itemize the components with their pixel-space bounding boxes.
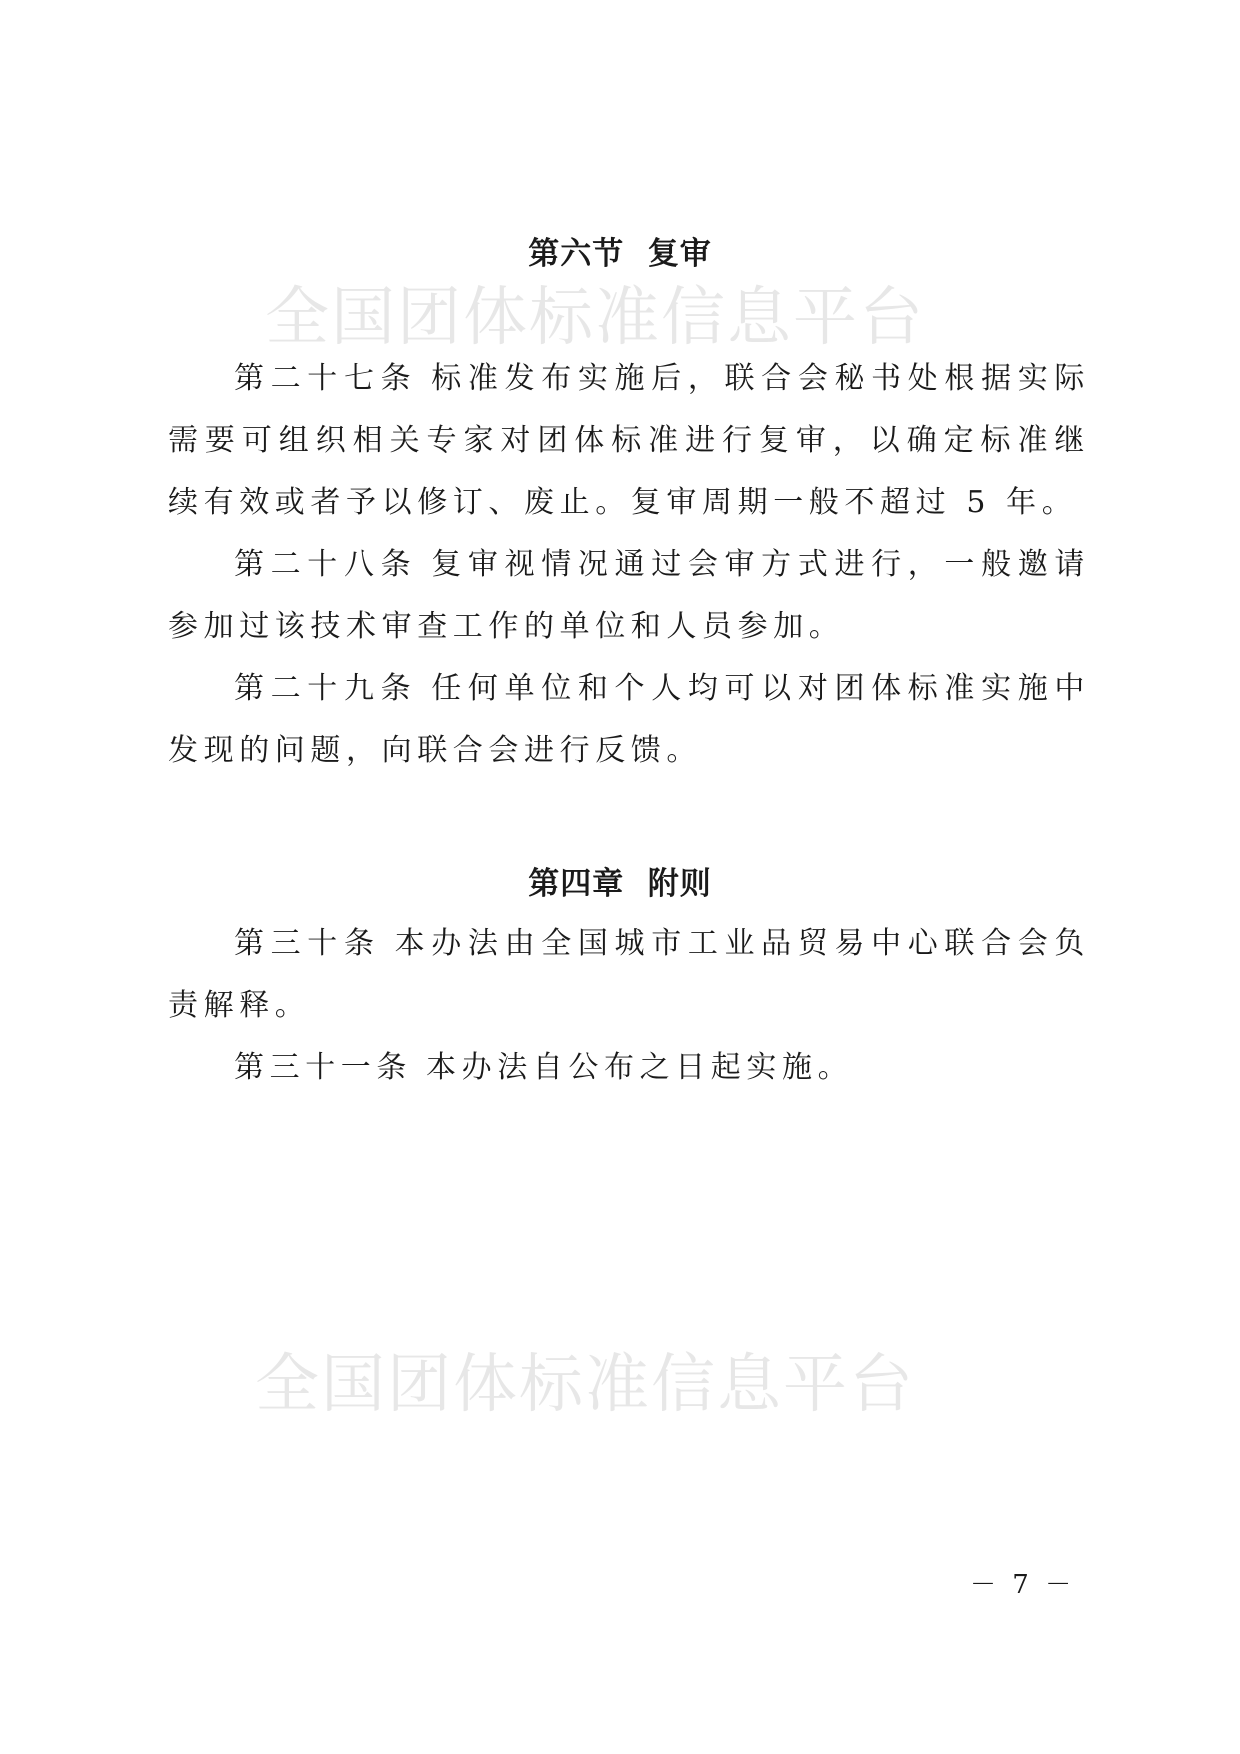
article-30-number: 第三十条 — [234, 926, 381, 961]
watermark-bottom: 全国团体标准信息平台 — [255, 1348, 915, 1422]
article-27-text: 标准发布实施后，联合会秘书处根据实际需要可组织相关专家对团体标准进行复审，以确定标准继续有效或者予以修订、废止。复审周期一般不超过 5 年。 — [168, 361, 1090, 520]
article-29-text: 任何单位和个人均可以对团体标准实施中发现的问题，向联合会进行反馈。 — [168, 671, 1090, 768]
article-30 — [168, 913, 1090, 1037]
article-27 — [168, 348, 1090, 534]
article-28-number: 第二十八条 — [234, 547, 418, 582]
article-31 — [168, 1037, 1090, 1099]
article-30-text: 本办法由全国城市工业品贸易中心联合会负责解释。 — [168, 926, 1090, 1023]
article-28-text: 复审视情况通过会审方式进行，一般邀请参加过该技术审查工作的单位和人员参加。 — [168, 547, 1090, 644]
article-29 — [168, 658, 1090, 782]
article-31-number: 第三十一条 — [234, 1050, 412, 1085]
section-six-body — [168, 348, 1090, 782]
article-28 — [168, 534, 1090, 658]
chapter-four-heading: 第四章 附则 — [528, 866, 712, 902]
section-six-heading: 第六节 复审 — [528, 236, 712, 272]
article-29-number: 第二十九条 — [234, 671, 418, 706]
chapter-four-body — [168, 913, 1090, 1099]
page-number: － 7 － — [970, 1570, 1076, 1600]
article-31-text: 本办法自公布之日起实施。 — [426, 1050, 854, 1085]
article-27-number: 第二十七条 — [234, 361, 418, 396]
watermark-top: 全国团体标准信息平台 — [265, 281, 925, 355]
